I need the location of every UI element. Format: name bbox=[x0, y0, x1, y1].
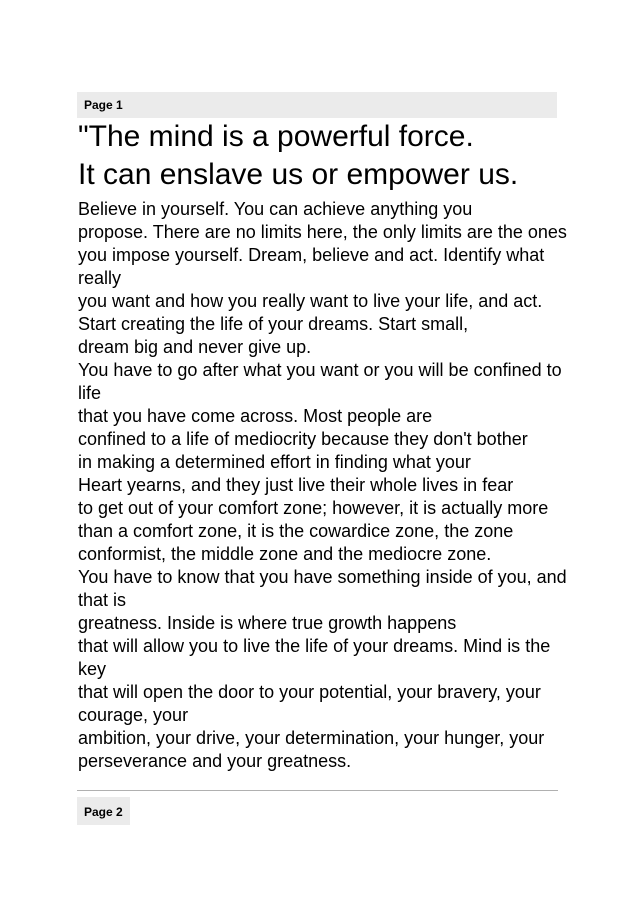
title-line-1: "The mind is a powerful force. bbox=[78, 120, 474, 153]
page-1-header-bar bbox=[77, 92, 557, 118]
page-2-header-box bbox=[77, 797, 130, 825]
body-line: key bbox=[78, 659, 107, 679]
body-line: greatness. Inside is where true growth happens bbox=[78, 613, 457, 633]
body-line: that is bbox=[78, 590, 127, 610]
body-line: you want and how you really want to live your life, and act. bbox=[78, 291, 543, 311]
body-line: to get out of your comfort zone; however, it is actually more bbox=[78, 498, 549, 518]
body-paragraph bbox=[78, 198, 578, 773]
body-line: than a comfort zone, it is the cowardice zone, the zone bbox=[78, 521, 514, 541]
quote-title bbox=[78, 118, 578, 194]
body-line: Believe in yourself. You can achieve anything you bbox=[78, 199, 473, 219]
page-1-label: Page 1 bbox=[84, 98, 123, 112]
body-line: dream big and never give up. bbox=[78, 337, 312, 357]
body-line: really bbox=[78, 268, 122, 288]
body-line: courage, your bbox=[78, 705, 189, 725]
body-line: in making a determined effort in finding what your bbox=[78, 452, 471, 472]
page-divider bbox=[77, 790, 558, 791]
page-2-label: Page 2 bbox=[84, 805, 123, 819]
body-line: ambition, your drive, your determination, your hunger, your bbox=[78, 728, 545, 748]
body-line: Start creating the life of your dreams. Start small, bbox=[78, 314, 469, 334]
body-line: conformist, the middle zone and the mediocre zone. bbox=[78, 544, 492, 564]
body-line: that will open the door to your potential, your bravery, your bbox=[78, 682, 541, 702]
body-line: You have to know that you have something inside of you, and bbox=[78, 567, 567, 587]
body-line: perseverance and your greatness. bbox=[78, 751, 352, 771]
body-line: life bbox=[78, 383, 102, 403]
body-line: you impose yourself. Dream, believe and act. Identify what bbox=[78, 245, 545, 265]
body-line: that you have come across. Most people are bbox=[78, 406, 433, 426]
body-line: Heart yearns, and they just live their whole lives in fear bbox=[78, 475, 514, 495]
title-line-2: It can enslave us or empower us. bbox=[78, 158, 519, 191]
body-line: You have to go after what you want or you will be confined to bbox=[78, 360, 562, 380]
body-line: that will allow you to live the life of your dreams. Mind is the bbox=[78, 636, 551, 656]
body-line: confined to a life of mediocrity because they don't bother bbox=[78, 429, 528, 449]
body-line: propose. There are no limits here, the only limits are the ones bbox=[78, 222, 567, 242]
